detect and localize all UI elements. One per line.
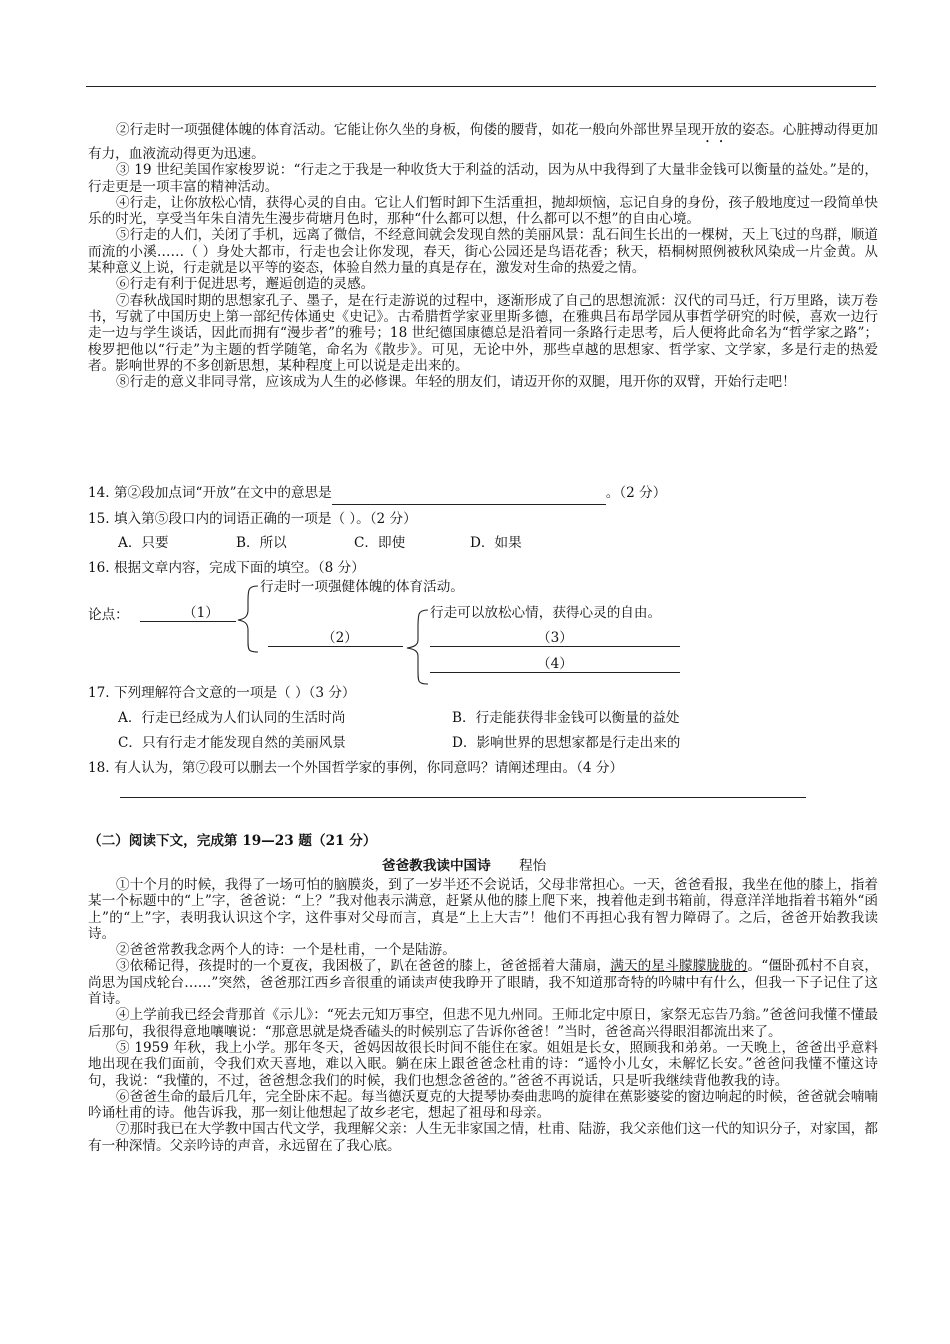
- q15-option-d[interactable]: D．如果: [470, 535, 522, 551]
- p2-paragraph-4: ④上学前我已经会背那首《示儿》：“死去元知万事空，但悲不见九州同。王师北定中原日，家祭无忘告乃翁。”爸爸问我懂不懂最后那句，我很得意地嚷嚷说：“那意思就是烧香磕头的时候别忘了告诉你爸爸！”当时，爸爸高兴得眼泪都流出来了。: [88, 1007, 878, 1040]
- question-15-text: 15. 填入第⑤段口内的词语正确的一项是（ ）。（2 分）: [88, 511, 417, 527]
- p2-paragraph-3: ③依稀记得，孩提时的一个夏夜，我困极了，趴在爸爸的膝上，爸爸摇着大蒲扇，满天的星斗朦朦胧胧的。“僵卧孤村不自哀，尚思为国戍轮台……”突然，爸爸那江西乡音很重的诵读声使我睁开了眼睛，我不知道那奇特的吟啸中有什么，但我一下子记住了这首诗。: [88, 958, 879, 1008]
- blank-3-label: （3）: [537, 630, 573, 646]
- q17-option-a[interactable]: A．行走已经成为人们认同的生活时尚: [118, 710, 346, 726]
- question-14: [88, 482, 888, 505]
- header-rule: [86, 86, 876, 87]
- paragraph-6: ⑥行走有利于促进思考，邂逅创造的灵感。: [116, 276, 375, 293]
- blank-4-label: （4）: [537, 656, 573, 672]
- paragraph-5: ⑤行走的人们，关闭了手机，远离了微信，不经意间就会发现自然的美丽风景：乱石间生长出的一棵树，天上飞过的鸟群，顺道而流的小溪……（ ）身处大都市，行走也会让你发现，春天，街心公园还是鸟语花香；秋天，梧桐树照例被秋风染成一片金黄。从某种意义上说，行走就是以平等的姿态，体验自然力量的真是存在，激发对生命的热爱之情。: [88, 227, 878, 277]
- article-title-row: [382, 857, 546, 875]
- paragraph-2: ②行走时一项强健体魄的体育活动。它能让你久坐的身板，佝偻的腰背，如花一般向外部世界呈现开放的姿态。心脏搏动得更加有力，血液流动得更为迅速。: [88, 122, 879, 162]
- paragraph-7: ⑦春秋战国时期的思想家孔子、墨子，是在行走游说的过程中，逐渐形成了自己的思想流派：汉代的司马迁，行万里路，读万卷书，写就了中国历史上第一部纪传体通史《史记》。古希腊哲学家亚里斯多德，在雅典吕布昂学园从事哲学研究的时候，喜欢一边行走一边与学生谈话，因此而拥有“漫步者”的雅号；18 世纪德国康德总是沿着同一条路行走思考，后人便将此命名为“哲学家之路”；梭罗把他以“行走”为主题的哲学随笔，命名为《散步》。可见，无论中外，那些卓越的思想家、哲学家、文学家，多是行走的热爱者。影响世界的不多创新思想，某种程度上可以说是走出来的。: [88, 292, 878, 374]
- answer-blank-4[interactable]: [430, 672, 680, 673]
- passage-one: [88, 122, 878, 390]
- article-author: 程怡: [519, 858, 547, 874]
- outer-brace: [236, 584, 264, 654]
- question-14-text: 14. 第②段加点词“开放”在文中的意思是: [88, 485, 332, 501]
- branch-b-text: 行走可以放松心情，获得心灵的自由。: [430, 605, 662, 621]
- blank-1-label: （1）: [183, 605, 219, 621]
- answer-blank-1[interactable]: [140, 621, 236, 622]
- answer-blank-2[interactable]: [268, 646, 403, 647]
- section-two-heading: （二）阅读下文，完成第 19—23 题（21 分）: [88, 833, 377, 849]
- passage-two: [88, 877, 878, 1154]
- question-14-tail: 。（2 分）: [605, 485, 667, 501]
- emphasized-word: 开放: [701, 122, 729, 138]
- p2-paragraph-6: ⑥爸爸生命的最后几年，完全卧床不起。每当德沃夏克的大提琴协奏曲悲鸣的旋律在蕉影婆娑的窗边响起的时候，爸爸就会喃喃吟诵杜甫的诗。他告诉我，那一刻让他想起了故乡老宅，想起了祖母和母亲。: [88, 1088, 878, 1122]
- q17-option-b[interactable]: B．行走能获得非金钱可以衡量的益处: [452, 710, 680, 726]
- p2-paragraph-2: ②爸爸常教我念两个人的诗：一个是杜甫，一个是陆游。: [116, 942, 456, 959]
- paragraph-4: ④行走，让你放松心情，获得心灵的自由。它让人们暂时卸下生活重担，抛却烦恼，忘记自身的身份，孩子般地度过一段简单快乐的时光，享受当年朱自清先生漫步荷塘月色时，那种“什么都可以想，什么都可以不想”的自由心境。: [88, 194, 878, 228]
- answer-blank-14[interactable]: [332, 482, 606, 505]
- q15-option-c[interactable]: C．即使: [354, 535, 406, 551]
- article-title: 爸爸教我读中国诗: [382, 858, 491, 874]
- q17-option-c[interactable]: C．只有行走才能发现自然的美丽风景: [118, 735, 346, 751]
- question-18-text: 18. 有人认为，第⑦段可以删去一个外国哲学家的事例，你同意吗？请阐述理由。（4 分）: [88, 760, 624, 776]
- question-17-text: 17. 下列理解符合文意的一项是（ ）（3 分）: [88, 685, 356, 701]
- question-16-text: 16. 根据文章内容，完成下面的填空。（8 分）: [88, 560, 365, 576]
- inner-brace: [404, 608, 432, 686]
- paragraph-8: ⑧行走的意义非同寻常，应该成为人生的必修课。年轻的朋友们，请迈开你的双腿，甩开你的双臂，开始行走吧！: [116, 374, 796, 391]
- q17-option-d[interactable]: D．影响世界的思想家都是行走出来的: [452, 735, 681, 751]
- p2-paragraph-1: ①十个月的时候，我得了一场可怕的脑膜炎，到了一岁半还不会说话，父母非常担心。一天，爸爸看报，我坐在他的膝上，指着某一个标题中的“上”字，爸爸说：“上？”我对他表示满意，赶紧从他的膝上爬下来，拽着他走到书箱前，得意洋洋地指着书箱外“函上”的“上”字，表明我认识这个字，这件事对父母而言，真是“上上大吉”！他们不再担心我有智力障碍了。之后，爸爸开始教我读诗。: [88, 877, 878, 942]
- q15-option-a[interactable]: A．只要: [118, 535, 169, 551]
- branch-a-text: 行走时一项强健体魄的体育活动。: [260, 579, 464, 595]
- lundian-label: 论点：: [88, 607, 129, 623]
- q15-option-b[interactable]: B．所以: [236, 535, 287, 551]
- p2-paragraph-7: ⑦那时我已在大学教中国古代文学，我理解父亲：人生无非家国之情，杜甫、陆游，我父亲他们这一代的知识分子，对家国，都有一种深情。父亲吟诗的声音，永远留在了我心底。: [88, 1121, 878, 1154]
- p2-paragraph-5: ⑤ 1959 年秋，我上小学。那年冬天，爸妈因故很长时间不能住在家。姐姐是长女，照顾我和弟弟。一天晚上，爸爸出乎意料地出现在我们面前，令我们欢天喜地，难以入眠。躺在床上跟爸爸念杜甫的诗：“遥怜小儿女，未解忆长安。”爸爸问我懂不懂这诗句，我说：“我懂的，不过，爸爸想念我们的时候，我们也想念爸爸的。”爸爸不再说话，只是听我继续背他教我的诗。: [88, 1039, 878, 1089]
- paragraph-3: ③ 19 世纪美国作家梭罗说：“行走之于我是一种收货大于利益的活动，因为从中我得到了大量非金钱可以衡量的益处。”是的，行走更是一项丰富的精神活动。: [88, 162, 878, 195]
- answer-line-18[interactable]: [120, 797, 806, 798]
- underlined-phrase: 满天的星斗朦朦胧胧的: [610, 958, 748, 975]
- blank-2-label: （2）: [322, 630, 358, 646]
- answer-blank-3[interactable]: [430, 646, 680, 647]
